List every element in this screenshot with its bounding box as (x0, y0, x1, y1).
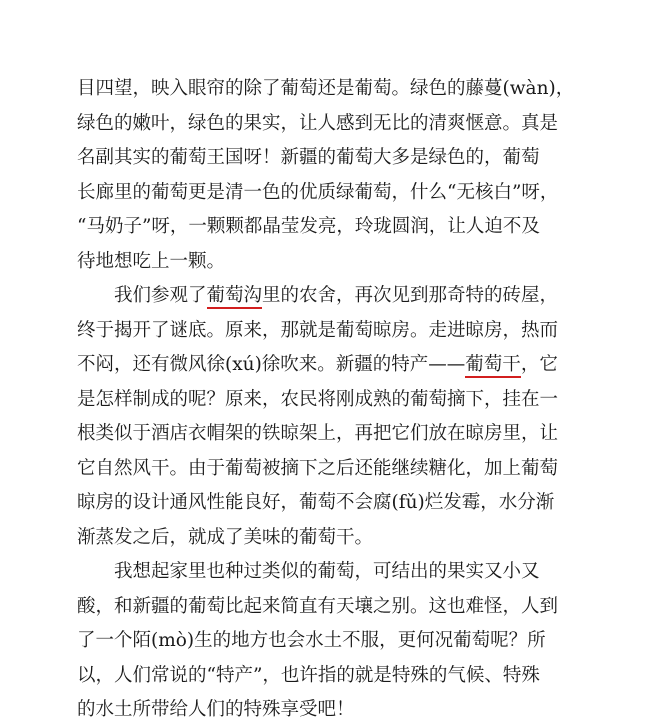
paragraph-3 (77, 555, 557, 728)
text-line: 目四望，映入眼帘的除了葡萄还是葡萄。绿色的藤蔓(wàn)， (77, 78, 575, 99)
underlined-term-raisins: 葡萄干 (465, 354, 521, 378)
text-line: 名副其实的葡萄王国呀！新疆的葡萄大多是绿色的，葡萄 (77, 147, 540, 168)
text-line: 晾房的设计通风性能良好，葡萄不会腐(fǔ)烂发霉，水分渐 (77, 492, 555, 513)
text-line: 根类似于酒店衣帽架的铁晾架上，再把它们放在晾房里，让 (77, 423, 559, 444)
text-line: 绿色的嫩叶，绿色的果实，让人感到无比的清爽惬意。真是 (77, 112, 559, 134)
text-line: 的水土所带给人们的特殊享受吧！ (77, 699, 355, 720)
text-line: 酸，和新疆的葡萄比起来简直有天壤之别。这也难怪，人到 (77, 595, 559, 617)
text-segment: 里的农舍，再次见到那奇特的砖屋， (262, 285, 559, 306)
text-line: 我想起家里也种过类似的葡萄，可结出的果实又小又 (114, 561, 540, 582)
article-text (77, 72, 575, 728)
text-line: 以，人们常说的“特产”，也许指的就是特殊的气候、特殊 (77, 664, 540, 686)
underlined-term-grape-valley: 葡萄沟 (207, 285, 263, 309)
text-line: 渐蒸发之后，就成了美味的葡萄干。 (77, 526, 374, 548)
paragraph-2 (77, 279, 557, 555)
text-line: 了一个陌(mò)生的地方也会水土不服，更何况葡萄呢？所 (77, 630, 546, 651)
text-line: 待地想吃上一颗。 (77, 250, 226, 272)
paragraph-1 (77, 72, 575, 279)
text-line: 长廊里的葡萄更是清一色的优质绿葡萄，什么“无核白”呀， (77, 181, 559, 203)
text-line (77, 348, 557, 383)
text-line (77, 279, 557, 314)
text-line: 它自然风干。由于葡萄被摘下之后还能继续糖化，加上葡萄 (77, 457, 559, 479)
text-segment: 不闷，还有微风徐(xú)徐吹来。新疆的特产—— (77, 354, 466, 375)
text-segment: 我们参观了 (114, 285, 207, 306)
text-line: 是怎样制成的呢？原来，农民将刚成熟的葡萄摘下，挂在一 (77, 388, 559, 410)
text-line: 终于揭开了谜底。原来，那就是葡萄晾房。走进晾房，热而 (77, 319, 559, 341)
text-segment: ，它 (520, 354, 558, 375)
text-line: “马奶子”呀，一颗颗都晶莹发亮，玲珑圆润，让人迫不及 (77, 216, 540, 237)
